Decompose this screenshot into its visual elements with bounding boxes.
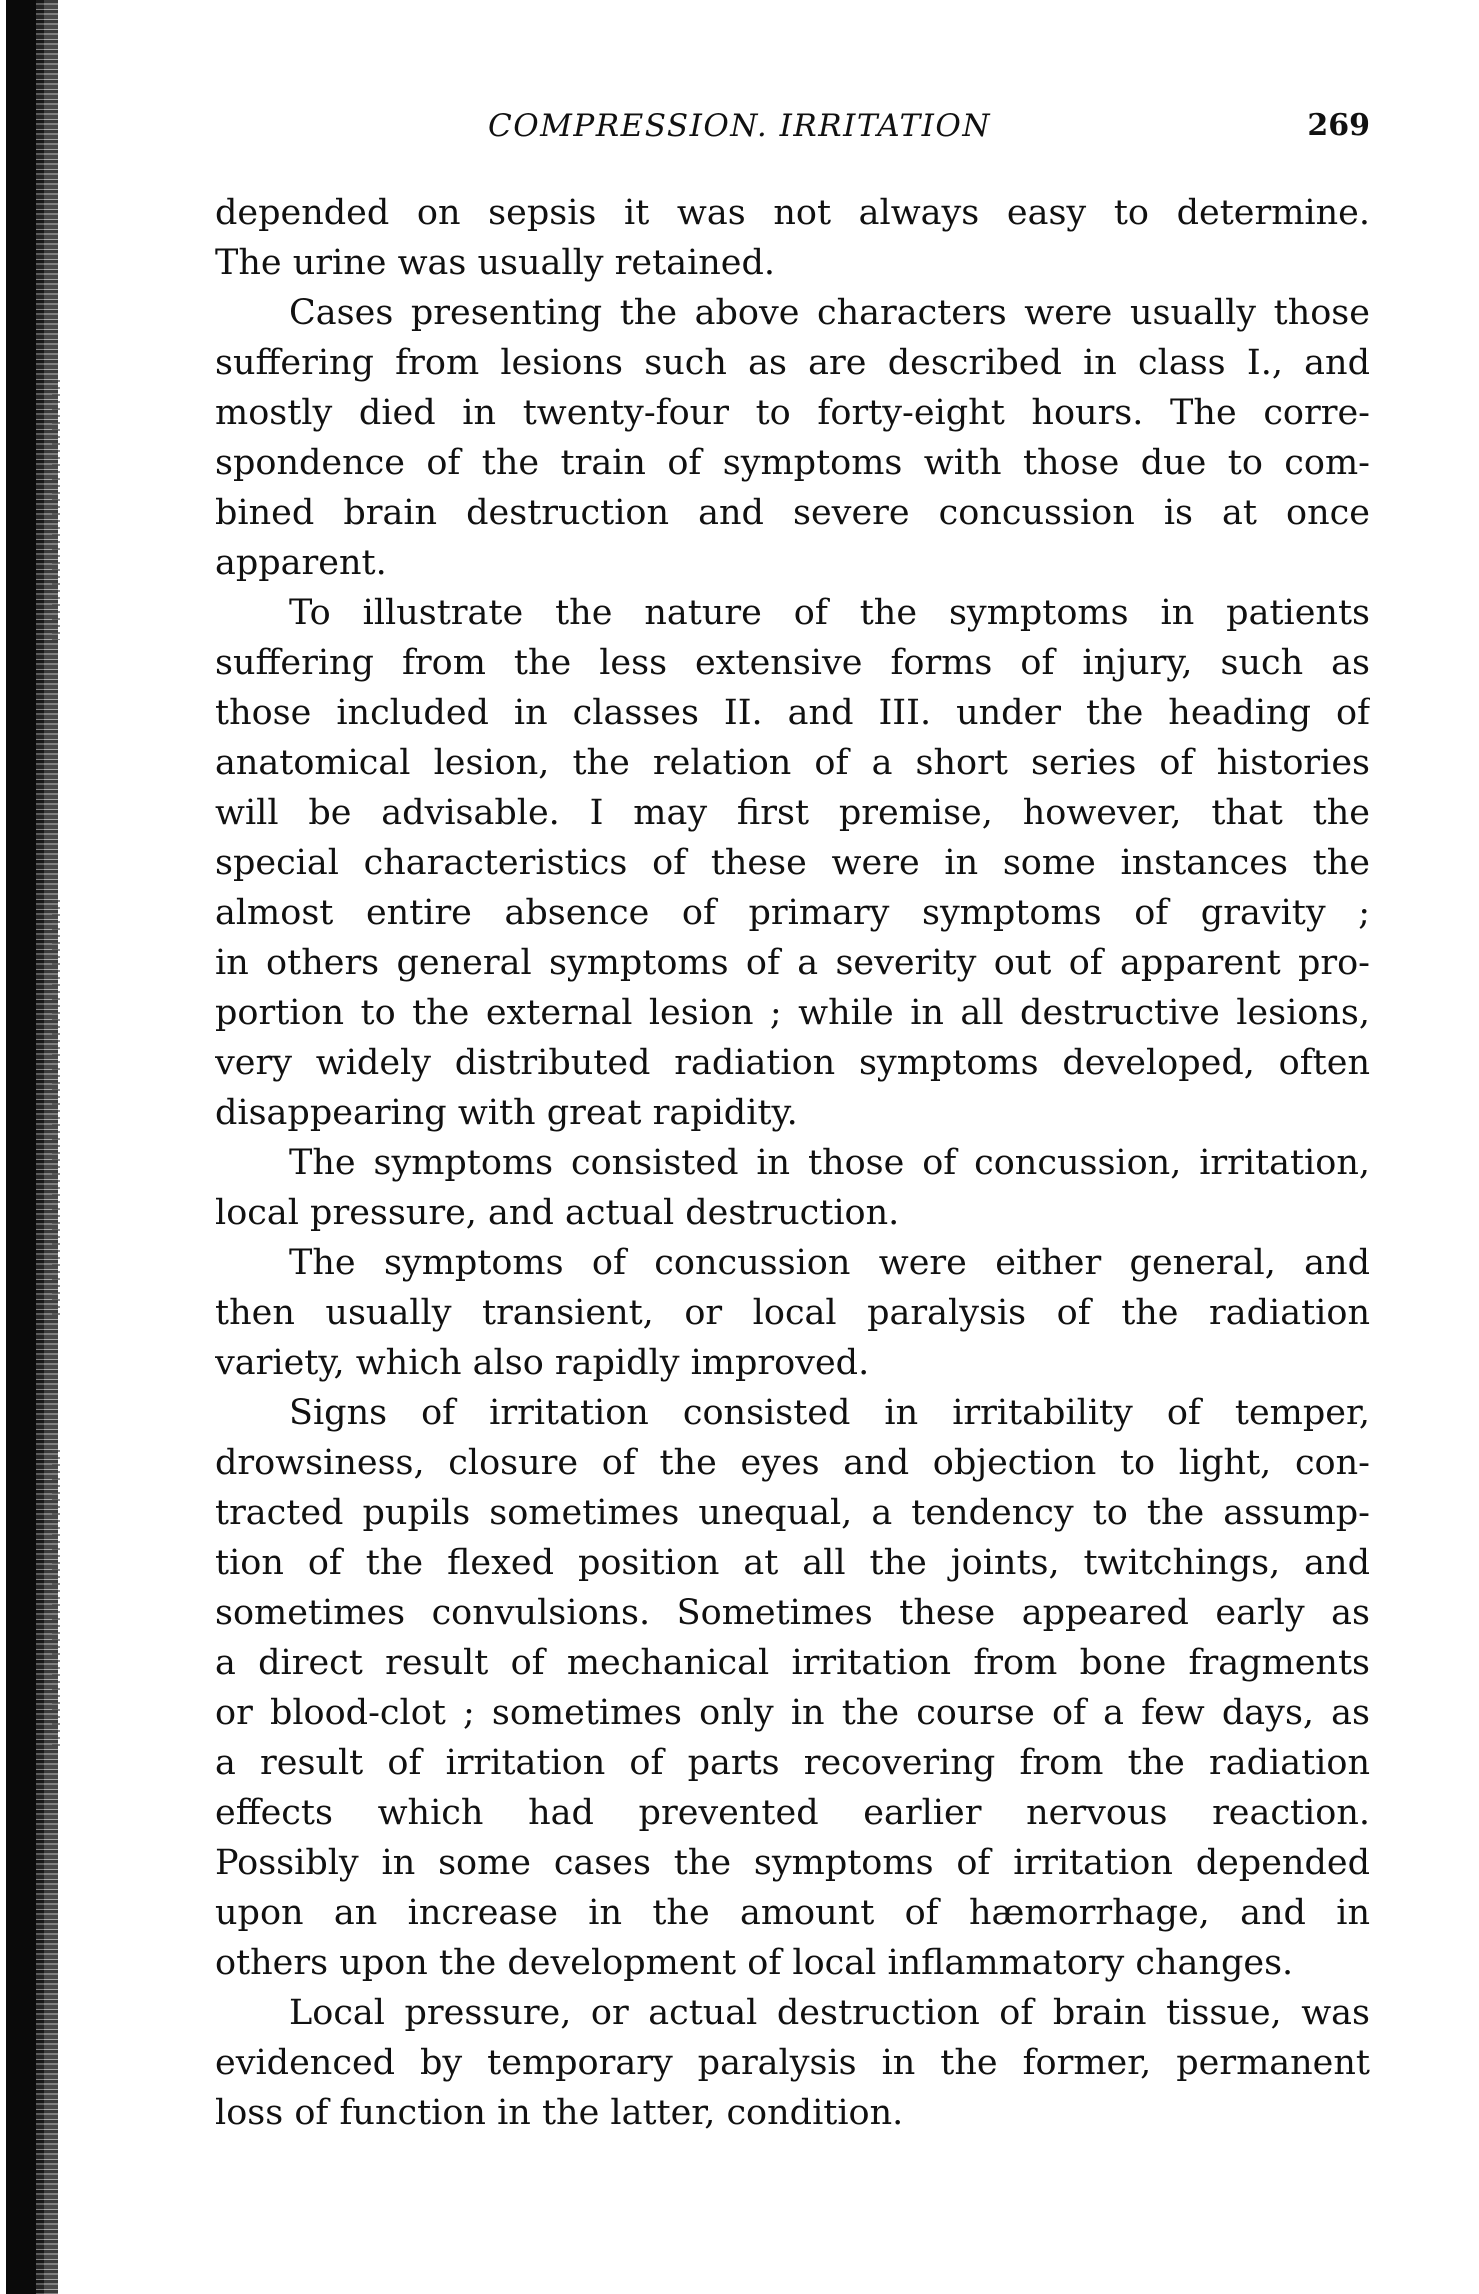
text-line: bined brain destruction and severe concussion is at once (215, 493, 1370, 533)
text-line: very widely distributed radiation symptoms developed, often (215, 1043, 1370, 1083)
paragraph-first-line: The symptoms of concussion were either general, and (289, 1243, 1370, 1283)
text-line: effects which had prevented earlier nervous reaction. (215, 1793, 1370, 1833)
text-line: anatomical lesion, the relation of a short series of histories (215, 743, 1370, 783)
paragraph-first-line: The symptoms consisted in those of concussion, irritation, (289, 1143, 1370, 1183)
paragraph-first-line: Local pressure, or actual destruction of brain tissue, was (289, 1993, 1370, 2033)
binding-dark-band (6, 0, 44, 2294)
text-line: tracted pupils sometimes unequal, a tendency to the assump- (215, 1493, 1370, 1533)
text-line: sometimes convulsions. Sometimes these appeared early as (215, 1593, 1370, 1633)
text-line: disappearing with great rapidity. (215, 1093, 798, 1133)
text-line: suffering from lesions such as are described in class I., and (215, 343, 1370, 383)
text-line: apparent. (215, 543, 387, 583)
text-line: variety, which also rapidly improved. (215, 1343, 870, 1383)
text-line: in others general symptoms of a severity out of apparent pro- (215, 943, 1370, 983)
text-line: evidenced by temporary paralysis in the former, permanent (215, 2043, 1370, 2083)
text-line: special characteristics of these were in some instances the (215, 843, 1370, 883)
text-line: suffering from the less extensive forms of injury, such as (215, 643, 1370, 683)
text-line: a result of irritation of parts recovering from the radiation (215, 1743, 1370, 1783)
text-line: then usually transient, or local paralysis of the radiation (215, 1293, 1370, 1333)
binding-fringe (36, 0, 58, 2294)
body-text (215, 188, 1370, 2138)
text-line: those included in classes II. and III. under the heading of (215, 693, 1370, 733)
binding-noise (52, 380, 60, 640)
text-line: mostly died in twenty-four to forty-eight hours. The corre- (215, 393, 1370, 433)
text-line: almost entire absence of primary symptoms of gravity ; (215, 893, 1370, 933)
scanned-binding-shadow (0, 0, 70, 2294)
page-number: 269 (1307, 108, 1370, 143)
text-line: tion of the flexed position at all the joints, twitchings, and (215, 1543, 1370, 1583)
text-line: loss of function in the latter, condition. (215, 2093, 904, 2133)
running-title: COMPRESSION. IRRITATION (488, 108, 991, 144)
binding-noise (52, 1450, 60, 1750)
text-line: others upon the development of local inflammatory changes. (215, 1943, 1294, 1983)
binding-noise (52, 900, 60, 1320)
text-line: drowsiness, closure of the eyes and objection to light, con- (215, 1443, 1370, 1483)
paragraph-first-line: To illustrate the nature of the symptoms in patients (289, 593, 1370, 633)
text-line: spondence of the train of symptoms with those due to com- (215, 443, 1370, 483)
text-line: upon an increase in the amount of hæmorrhage, and in (215, 1893, 1370, 1933)
text-line: a direct result of mechanical irritation from bone fragments (215, 1643, 1370, 1683)
paragraph-first-line: Signs of irritation consisted in irritability of temper, (289, 1393, 1370, 1433)
running-head (215, 106, 1370, 146)
text-line: will be advisable. I may first premise, however, that the (215, 793, 1370, 833)
text-line: The urine was usually retained. (215, 243, 776, 283)
text-line: portion to the external lesion ; while in all destructive lesions, (215, 993, 1370, 1033)
text-line: depended on sepsis it was not always easy to determine. (215, 193, 1370, 233)
text-line: or blood-clot ; sometimes only in the course of a few days, as (215, 1693, 1370, 1733)
text-line: local pressure, and actual destruction. (215, 1193, 900, 1233)
paragraph-first-line: Cases presenting the above characters were usually those (289, 293, 1370, 333)
text-line: Possibly in some cases the symptoms of irritation depended (215, 1843, 1370, 1883)
